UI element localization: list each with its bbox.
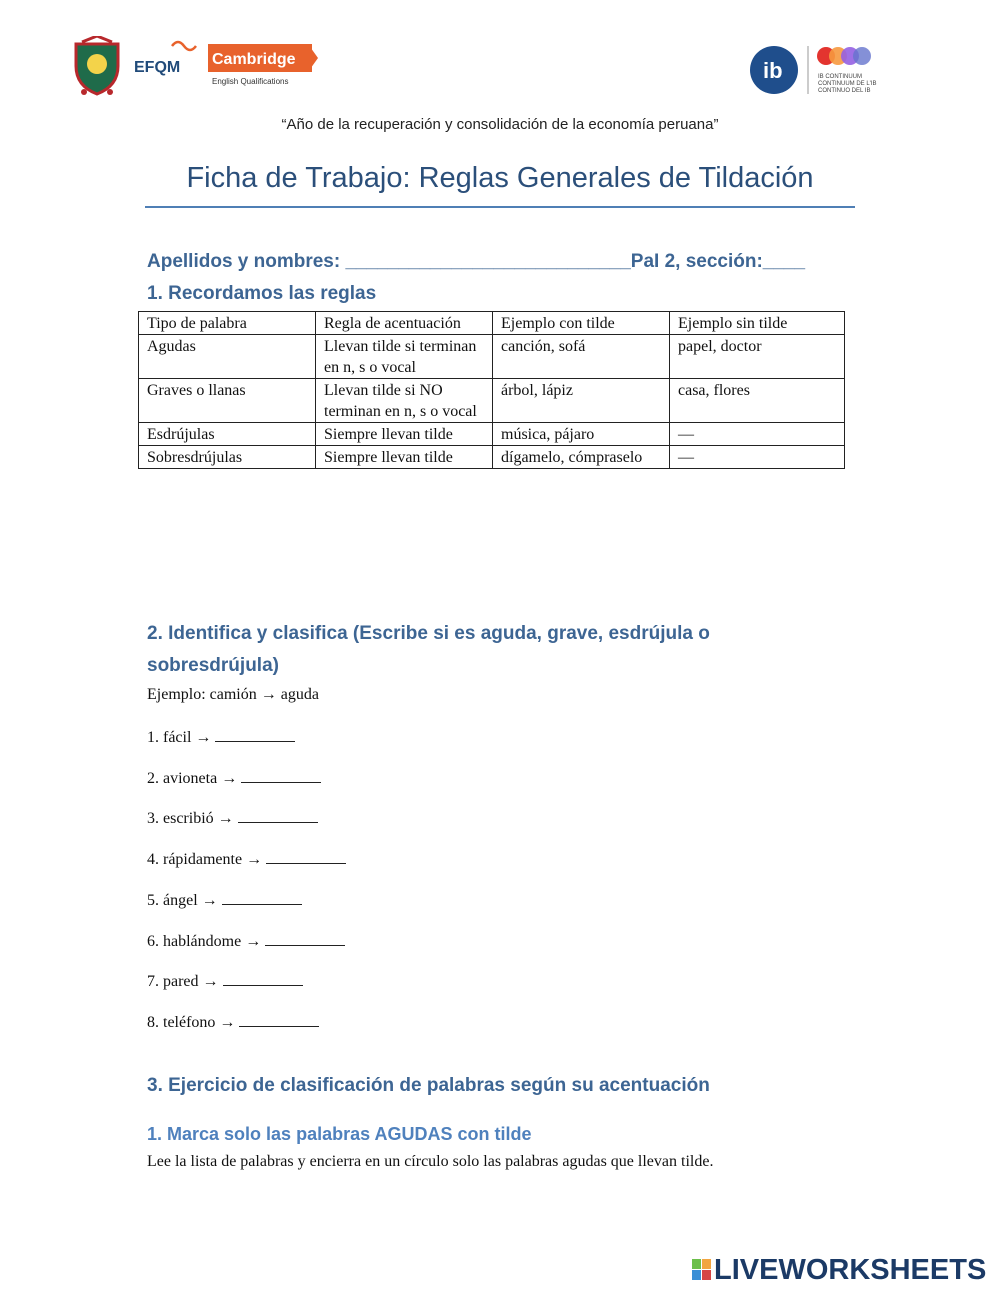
- answer-blank[interactable]: [223, 971, 303, 986]
- table-cell: Llevan tilde si terminan en n, s o vocal: [316, 335, 493, 379]
- section-3-subheading: 1. Marca solo las palabras AGUDAS con tilde: [147, 1124, 532, 1144]
- answer-blank[interactable]: [266, 849, 346, 864]
- exercise-item: [147, 890, 302, 910]
- section-1-heading: 1. Recordamos las reglas: [147, 283, 377, 304]
- answer-blank[interactable]: [265, 931, 345, 946]
- table-row: [139, 379, 845, 423]
- answer-blank[interactable]: [222, 890, 302, 905]
- exercise-word: 3. escribió →: [147, 810, 234, 827]
- exercise-item: [147, 931, 345, 951]
- school-logos: [72, 36, 322, 98]
- table-cell: Sobresdrújulas: [139, 446, 316, 469]
- table-cell: música, pájaro: [493, 423, 670, 446]
- ib-logo-text: ib: [763, 58, 783, 83]
- table-cell: Graves o llanas: [139, 379, 316, 423]
- liveworksheets-text: LIVEWORKSHEETS: [714, 1254, 987, 1286]
- title-underline: [145, 206, 855, 208]
- ib-sub-text-3: CONTINUO DEL IB: [818, 88, 871, 94]
- exercise-item: [147, 808, 318, 828]
- answer-blank[interactable]: [239, 1012, 319, 1027]
- exercise-item: [147, 849, 346, 869]
- liveworksheets-icon: [692, 1259, 712, 1281]
- table-cell: Siempre llevan tilde: [316, 423, 493, 446]
- exercise-word: 7. pared →: [147, 973, 219, 990]
- section-3-instruction: Lee la lista de palabras y encierra en un círculo solo las palabras agudas que llevan tilde.: [147, 1153, 714, 1170]
- exercise-item: [147, 768, 321, 788]
- table-cell: Siempre llevan tilde: [316, 446, 493, 469]
- answer-blank[interactable]: [241, 768, 321, 783]
- table-row: [139, 446, 845, 469]
- efqm-logo-text: EFQM: [134, 59, 181, 76]
- year-motto: “Año de la recuperación y consolidación de la economía peruana”: [281, 116, 719, 133]
- exercise-word: 1. fácil →: [147, 729, 212, 746]
- table-header-row: [139, 312, 845, 335]
- exercise-word: 6. hablándome →: [147, 933, 262, 950]
- section-2-heading-line-1: 2. Identifica y clasifica (Escribe si es aguda, grave, esdrújula o: [147, 623, 710, 644]
- table-cell: Esdrújulas: [139, 423, 316, 446]
- table-header-cell: Tipo de palabra: [139, 312, 316, 335]
- cambridge-logo-text: Cambridge: [212, 51, 296, 68]
- table-cell: árbol, lápiz: [493, 379, 670, 423]
- table-cell: dígamelo, cómpraselo: [493, 446, 670, 469]
- example-line: Ejemplo: camión → aguda: [147, 686, 319, 703]
- exercise-word: 5. ángel →: [147, 892, 218, 909]
- answer-blank[interactable]: [215, 727, 295, 742]
- table-cell: Llevan tilde si NO terminan en n, s o vocal: [316, 379, 493, 423]
- table-cell: papel, doctor: [670, 335, 845, 379]
- cambridge-sub-text: English Qualifications: [212, 77, 289, 86]
- table-cell: —: [670, 423, 845, 446]
- exercise-item: [147, 727, 295, 747]
- exercise-item: [147, 1012, 319, 1032]
- table-cell: Agudas: [139, 335, 316, 379]
- section-2-heading-line-2: sobresdrújula): [147, 655, 279, 676]
- ib-sub-text-1: IB CONTINUUM: [818, 74, 862, 80]
- ib-logo: [748, 42, 888, 98]
- answer-blank[interactable]: [238, 808, 318, 823]
- table-header-cell: Ejemplo sin tilde: [670, 312, 845, 335]
- exercise-word: 2. avioneta →: [147, 770, 238, 787]
- table-cell: —: [670, 446, 845, 469]
- ib-icon: [748, 42, 888, 98]
- exercise-word: 8. teléfono →: [147, 1014, 236, 1031]
- table-cell: canción, sofá: [493, 335, 670, 379]
- exercise-word: 4. rápidamente →: [147, 851, 263, 868]
- section-3-heading: 3. Ejercicio de clasificación de palabras según su acentuación: [147, 1075, 710, 1096]
- student-name-line: Apellidos y nombres: ___________________________PaI 2, sección:____: [147, 251, 806, 272]
- rules-table: [138, 311, 845, 469]
- ib-sub-text-2: CONTINUUM DE L'IB: [818, 81, 877, 87]
- page-title: Ficha de Trabajo: Reglas Generales de Tildación: [186, 162, 814, 194]
- crest-icon: [72, 36, 322, 98]
- table-header-cell: Regla de acentuación: [316, 312, 493, 335]
- table-row: [139, 335, 845, 379]
- table-header-cell: Ejemplo con tilde: [493, 312, 670, 335]
- table-row: [139, 423, 845, 446]
- exercise-item: [147, 971, 303, 991]
- table-cell: casa, flores: [670, 379, 845, 423]
